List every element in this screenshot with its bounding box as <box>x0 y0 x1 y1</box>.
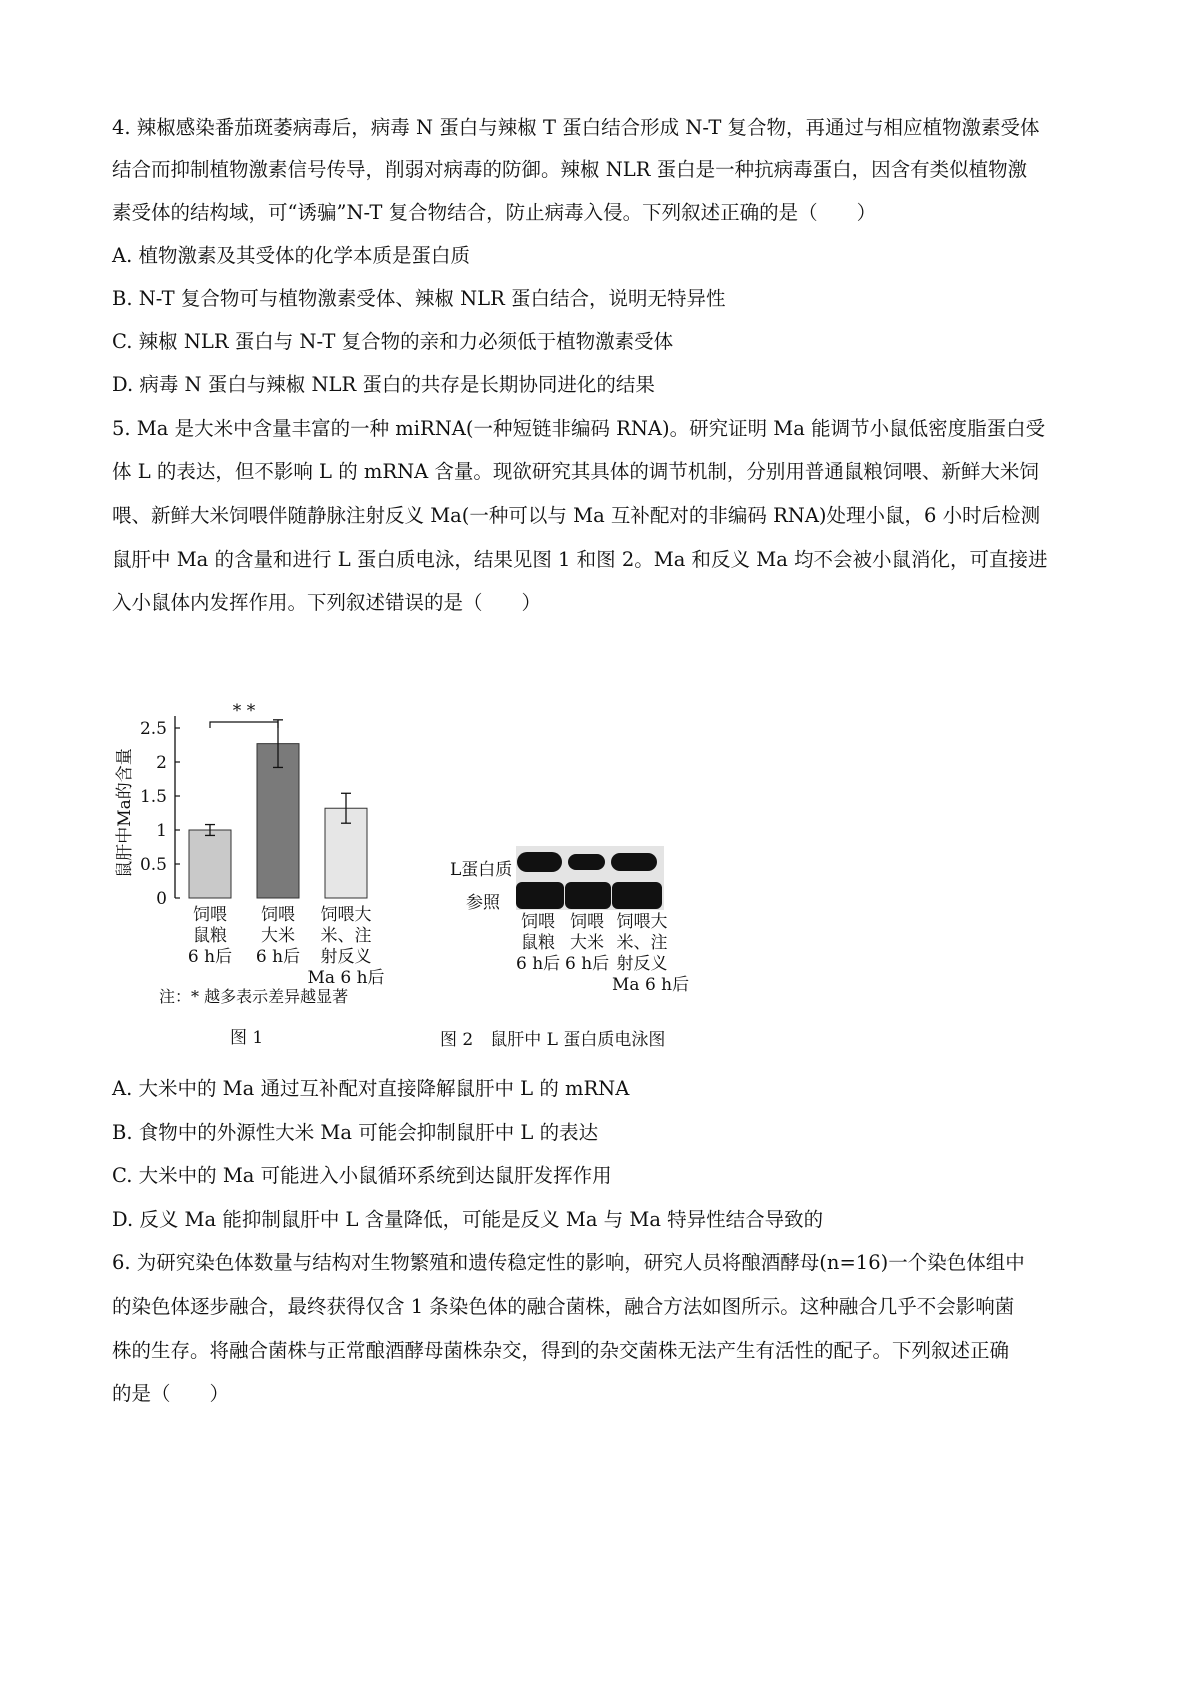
q5-stem-line-3: 喂、新鲜大米饲喂伴随静脉注射反义 Ma(一种可以与 Ma 互补配对的非编码 RNA)处理小鼠，6 小时后检测 <box>112 504 1041 527</box>
q5-stem-line-1: 5. Ma 是大米中含量丰富的一种 miRNA(一种短链非编码 RNA)。研究证明 Ma 能调节小鼠低密度脂蛋白受 <box>112 417 1046 440</box>
blot-band-l-protein-lane-1 <box>517 852 562 872</box>
blot-row-label-l-protein: L蛋白质 <box>450 860 513 880</box>
q4-option-c: C. 辣椒 NLR 蛋白与 N-T 复合物的亲和力必须低于植物激素受体 <box>112 330 674 353</box>
x-category-label: 6 h后 <box>187 947 233 967</box>
q4-option-a: A. 植物激素及其受体的化学本质是蛋白质 <box>112 244 470 267</box>
blot-lane-label-3: 饲喂大 米、注 射反义 Ma 6 h后 <box>612 912 690 995</box>
blot-band-l-protein-lane-3 <box>611 853 657 871</box>
q6-stem-line-3: 株的生存。将融合菌株与正常酿酒酵母菌株杂交，得到的杂交菌株无法产生有活性的配子。下列叙述正确 <box>112 1339 1010 1362</box>
q4-stem-line-1: 4. 辣椒感染番茄斑萎病毒后，病毒 N 蛋白与辣椒 T 蛋白结合形成 N-T 复合物，再通过与相应植物激素受体 <box>112 116 1040 139</box>
q6-stem-line-4: 的是（ ） <box>112 1382 230 1405</box>
x-category-label: Ma 6 h后 <box>307 968 385 988</box>
y-tick-label: 2.5 <box>139 719 167 739</box>
q4-stem-line-3: 素受体的结构域，可“诱骗”N-T 复合物结合，防止病毒入侵。下列叙述正确的是（ ） <box>112 201 877 224</box>
x-category-label: 米、注 <box>320 926 372 946</box>
blot-row-label-reference: 参照 <box>466 893 500 913</box>
q6-stem-line-2: 的染色体逐步融合，最终获得仅含 1 条染色体的融合菌株，融合方法如图所示。这种融合几乎不会影响菌 <box>112 1295 1015 1318</box>
q5-stem-line-5: 入小鼠体内发挥作用。下列叙述错误的是（ ） <box>112 591 542 614</box>
significance-bracket <box>210 722 278 728</box>
x-category-label: 饲喂 <box>261 905 295 925</box>
figure-1 <box>112 698 452 1058</box>
q5-option-c: C. 大米中的 Ma 可能进入小鼠循环系统到达鼠肝发挥作用 <box>112 1164 612 1187</box>
blot-lane-label-1: 饲喂 鼠粮 6 h后 <box>516 912 561 974</box>
x-category-label: 鼠粮 <box>193 926 227 946</box>
y-tick-label: 0 <box>156 889 167 909</box>
q4-option-d: D. 病毒 N 蛋白与辣椒 NLR 蛋白的共存是长期协同进化的结果 <box>112 373 655 396</box>
y-tick-label: 2 <box>156 753 167 773</box>
q5-stem-line-2: 体 L 的表达，但不影响 L 的 mRNA 含量。现欲研究其具体的调节机制，分别用普通鼠粮饲喂、新鲜大米饲 <box>112 460 1039 483</box>
blot-band-l-protein-lane-2 <box>568 854 605 870</box>
q4-stem-line-2: 结合而抑制植物激素信号传导，削弱对病毒的防御。辣椒 NLR 蛋白是一种抗病毒蛋白，因含有类似植物激 <box>112 158 1028 181</box>
y-tick-label: 1 <box>156 821 167 841</box>
q6-stem-line-1: 6. 为研究染色体数量与结构对生物繁殖和遗传稳定性的影响，研究人员将酿酒酵母(n=16)一个染色体组中 <box>112 1251 1025 1274</box>
blot-band-reference-lane-2 <box>565 882 611 909</box>
figure-2-caption: 图 2 鼠肝中 L 蛋白质电泳图 <box>440 1030 666 1050</box>
y-tick-label: 1.5 <box>139 787 167 807</box>
x-category-label: 饲喂 <box>193 905 227 925</box>
q4-option-b: B. N-T 复合物可与植物激素受体、辣椒 NLR 蛋白结合，说明无特异性 <box>112 287 726 310</box>
q5-stem-line-4: 鼠肝中 Ma 的含量和进行 L 蛋白质电泳，结果见图 1 和图 2。Ma 和反义 Ma 均不会被小鼠消化，可直接进 <box>112 548 1048 571</box>
x-category-label: 饲喂大 <box>320 905 372 925</box>
figure-1-chart <box>112 698 452 998</box>
x-category-label: 射反义 <box>320 947 372 967</box>
blot-band-reference-lane-1 <box>516 882 564 909</box>
blot-band-reference-lane-3 <box>612 882 662 909</box>
q5-option-a: A. 大米中的 Ma 通过互补配对直接降解鼠肝中 L 的 mRNA <box>112 1077 630 1100</box>
figure-1-caption: 图 1 <box>230 1028 264 1048</box>
bar <box>189 830 231 898</box>
figure-1-note: 注：* 越多表示差异越显著 <box>159 987 349 1006</box>
q5-option-d: D. 反义 Ma 能抑制鼠肝中 L 含量降低，可能是反义 Ma 与 Ma 特异性结合导致的 <box>112 1208 824 1231</box>
significance-marker: * * <box>232 701 256 721</box>
q5-option-b: B. 食物中的外源性大米 Ma 可能会抑制鼠肝中 L 的表达 <box>112 1121 599 1144</box>
y-tick-label: 0.5 <box>139 855 167 875</box>
figure-2 <box>440 850 750 1060</box>
x-category-label: 大米 <box>261 926 295 946</box>
x-category-label: 6 h后 <box>255 947 301 967</box>
blot-lane-label-2: 饲喂 大米 6 h后 <box>565 912 610 974</box>
y-axis-label: 鼠肝中Ma的含量 <box>115 748 135 878</box>
